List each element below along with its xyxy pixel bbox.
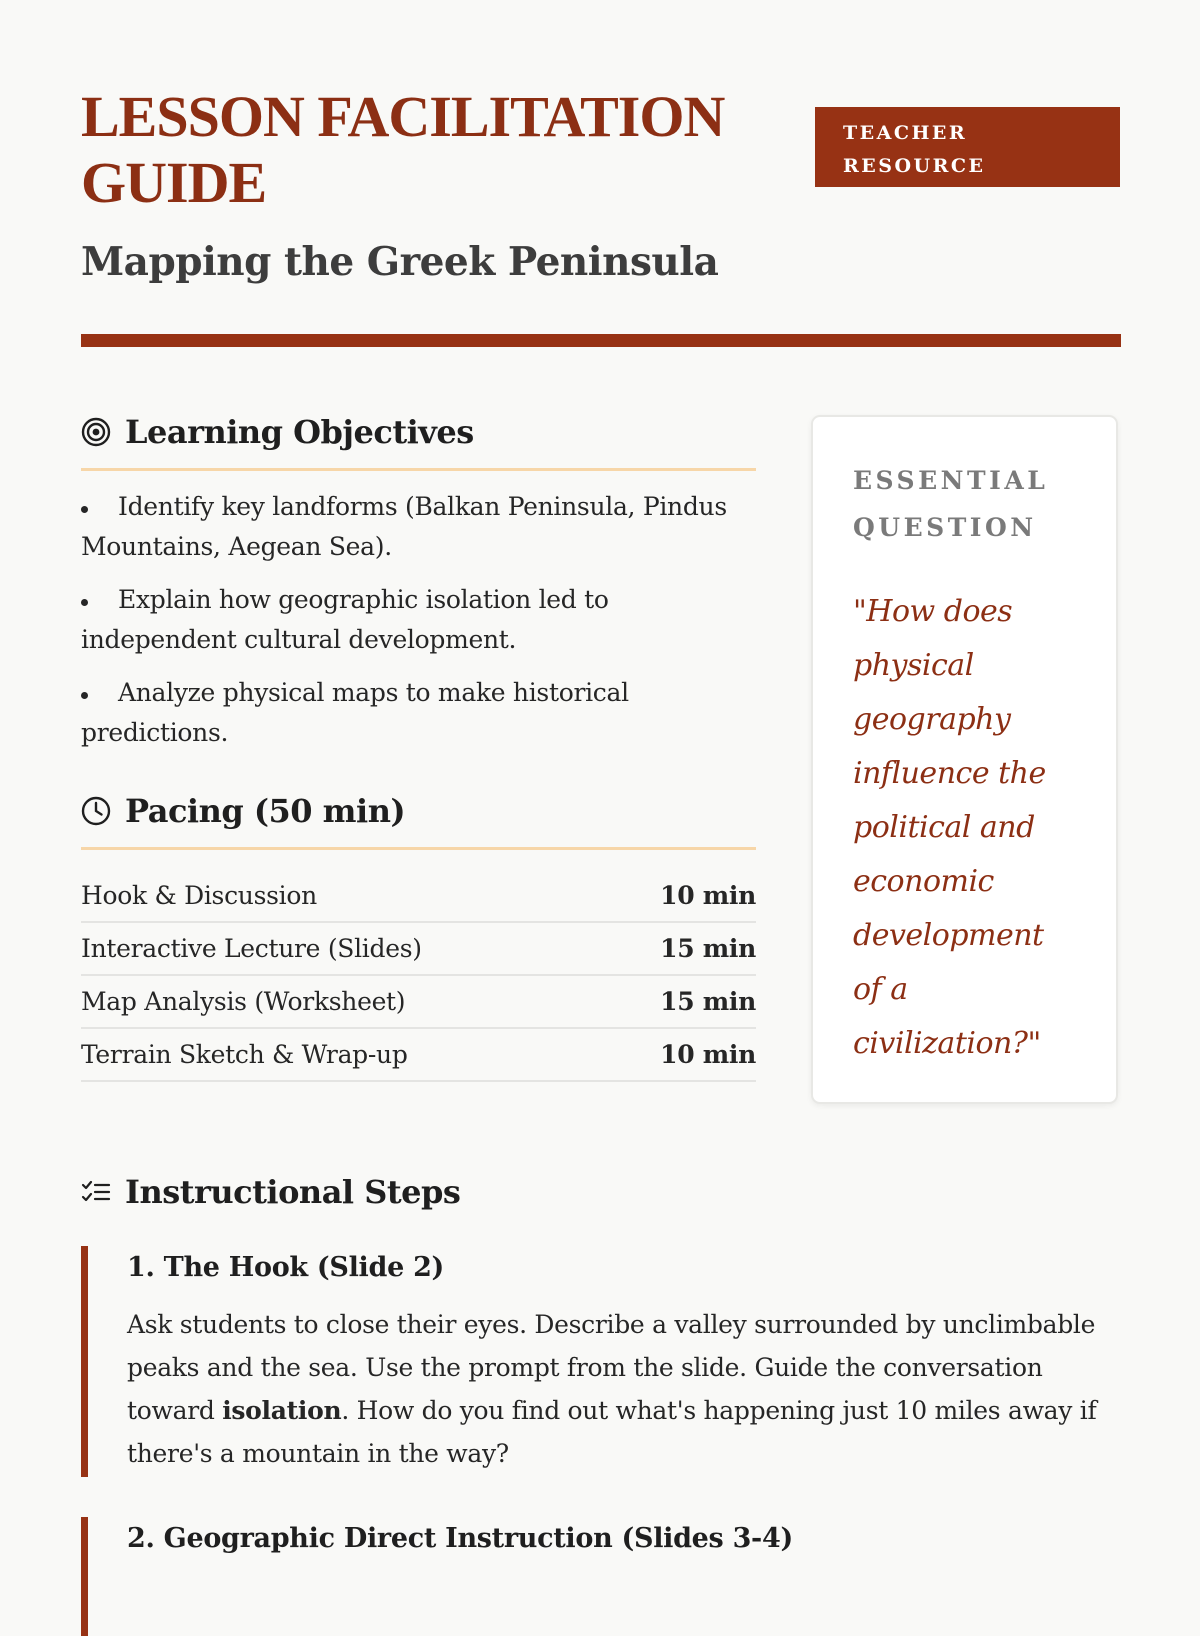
step-body-text: . How do you find out what's happening just 10 miles away if there's a mountain in the way? [127, 1396, 1097, 1468]
clock-icon [81, 796, 111, 826]
objectives-heading-text: Learning Objectives [125, 413, 474, 451]
pacing-heading-text: Pacing (50 min) [125, 792, 406, 830]
target-icon [81, 417, 111, 447]
step-item [81, 1246, 1121, 1477]
step-body [127, 1574, 1121, 1636]
steps-heading-text: Instructional Steps [125, 1173, 461, 1211]
objective-item: Explain how geographic isolation led to independent cultural development. [81, 580, 756, 660]
left-column [81, 410, 756, 1082]
step-title: 1. The Hook (Slide 2) [127, 1252, 445, 1283]
instructional-steps [81, 1170, 1121, 1636]
objectives-heading [81, 410, 756, 454]
step-title: 2. Geographic Direct Instruction (Slides 3-4) [127, 1523, 793, 1554]
step-body [127, 1303, 1121, 1477]
pacing-row [81, 976, 756, 1029]
teacher-resource-badge: TEACHER RESOURCE [815, 107, 1120, 187]
pacing-activity: Hook & Discussion [81, 881, 317, 910]
pacing-table [81, 870, 756, 1082]
objective-item: Analyze physical maps to make historical predictions. [81, 673, 756, 753]
step-body-emphasis: isolation [222, 1396, 342, 1425]
lesson-subtitle: Mapping the Greek Peninsula [81, 239, 719, 285]
step-item [81, 1517, 1121, 1636]
pacing-duration: 15 min [660, 934, 756, 963]
steps-heading [81, 1170, 1121, 1214]
pacing-duration: 10 min [660, 1040, 756, 1069]
lesson-guide-page [81, 0, 1121, 1554]
step-body-text: Ask students to close their eyes. Describe a valley surrounded by unclimbable peaks and the sea. Use the prompt from the slide. Guide the conversation toward [127, 1310, 1096, 1425]
objectives-rule [81, 468, 756, 471]
pacing-rule [81, 847, 756, 850]
pacing-row [81, 870, 756, 923]
essential-question-label: ESSENTIAL QUESTION [853, 466, 1049, 542]
objective-item: Identify key landforms (Balkan Peninsula, Pindus Mountains, Aegean Sea). [81, 487, 756, 567]
pacing-duration: 10 min [660, 881, 756, 910]
essential-question-quote: "How does physical geography influence the political and economic development of a civilization?" [853, 594, 1046, 1061]
essential-question-card [811, 415, 1118, 1104]
pacing-activity: Map Analysis (Worksheet) [81, 987, 406, 1016]
document-title: LESSON FACILITATION GUIDE [81, 84, 725, 215]
header-divider [81, 334, 1121, 347]
pacing-activity: Interactive Lecture (Slides) [81, 934, 422, 963]
pacing-heading [81, 789, 756, 833]
pacing-row [81, 923, 756, 976]
header [81, 0, 1121, 352]
checklist-icon [81, 1177, 111, 1207]
pacing-duration: 15 min [660, 987, 756, 1016]
pacing-activity: Terrain Sketch & Wrap-up [81, 1040, 408, 1069]
pacing-row [81, 1029, 756, 1082]
objectives-list [81, 487, 756, 753]
